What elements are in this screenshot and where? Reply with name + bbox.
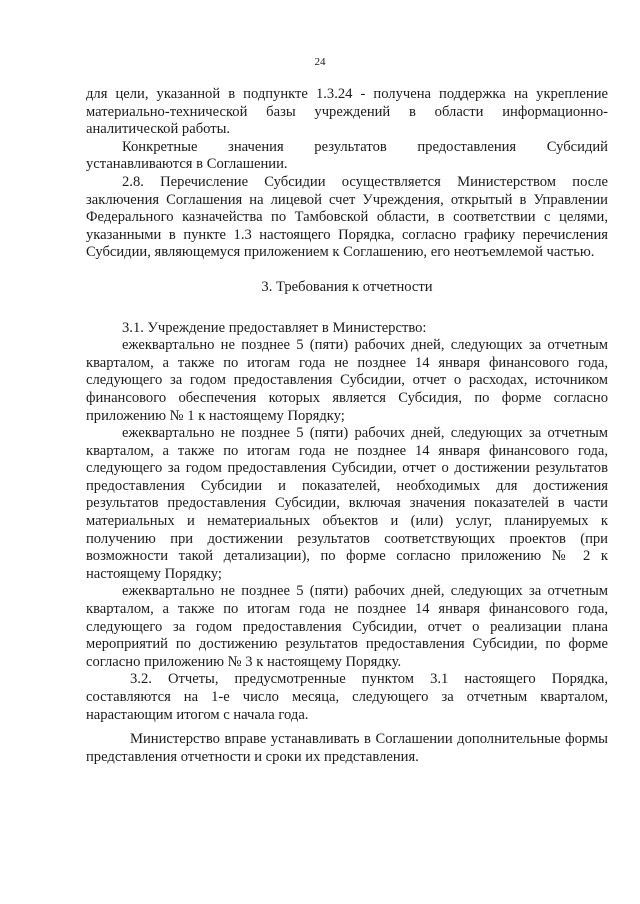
paragraph-results-report: ежеквартально не позднее 5 (пяти) рабочих дней, следующих за отчетным кварталом, а также по итогам года не позднее 14 января финансового года, следующего за годом предоставления Субсидии, отчет о достижении результатов предоставления Субсидии и показателей, необходимых для достижения результатов предоставления Субсидии, включая значения показателей в части материальных и нематериальных объектов и (или) услуг, планируемых к получению при достижении результатов соответствующих проектов (при возможности такой детализации), по форме согласно приложению № 2 к настоящему Порядку; [86,425,608,582]
page-number: 24 [314,56,326,68]
paragraph-plan-report: ежеквартально не позднее 5 (пяти) рабочих дней, следующих за отчетным кварталом, а также по итогам года не позднее 14 января финансового года, следующего за годом предоставления Субсидии, отчет о реализации плана мероприятий по достижению результатов предоставления Субсидии, по форме согласно приложению № 3 к настоящему Порядку. [86,583,608,670]
paragraph-expense-report: ежеквартально не позднее 5 (пяти) рабочих дней, следующих за отчетным кварталом, а также по итогам года не позднее 14 января финансового года, следующего за годом предоставления Субсидии, отчет о расходах, источником финансового обеспечения которых является Субсидия, по форме согласно приложению № 1 к настоящему Порядку; [86,337,608,424]
paragraph-ministry-rights: Министерство вправе устанавливать в Соглашении дополнительные формы представления отчетности и сроки их представления. [86,731,608,765]
paragraph-result-values: Конкретные значения результатов предоставления Субсидий устанавливаются в Соглашении. [86,138,608,173]
paragraph-3-1: 3.1. Учреждение предоставляет в Министерство: [122,319,427,336]
paragraph-subsidy-purpose: для цели, указанной в подпункте 1.3.24 - получена поддержка на укрепление материально-технической базы учреждений в области информационно-аналитической работы. [86,86,608,138]
document-body [86,86,608,766]
paragraph-2-8: 2.8. Перечисление Субсидии осуществляется Министерством после заключения Соглашения на лицевой счет Учреждения, открытый в Управлении Федерального казначейства по Тамбовской области, в соответствии с целями, указанными в пункте 1.3 настоящего Порядка, согласно графику перечисления Субсидии, являющемуся приложением к Соглашению, его неотъемлемой частью. [86,173,608,261]
section-heading-reporting: 3. Требования к отчетности [261,278,433,295]
paragraph-3-2: 3.2. Отчеты, предусмотренные пунктом 3.1 настоящего Порядка, составляются на 1-е число месяца, следующего за отчетным кварталом, нарастающим итогом с начала года. [86,671,608,723]
